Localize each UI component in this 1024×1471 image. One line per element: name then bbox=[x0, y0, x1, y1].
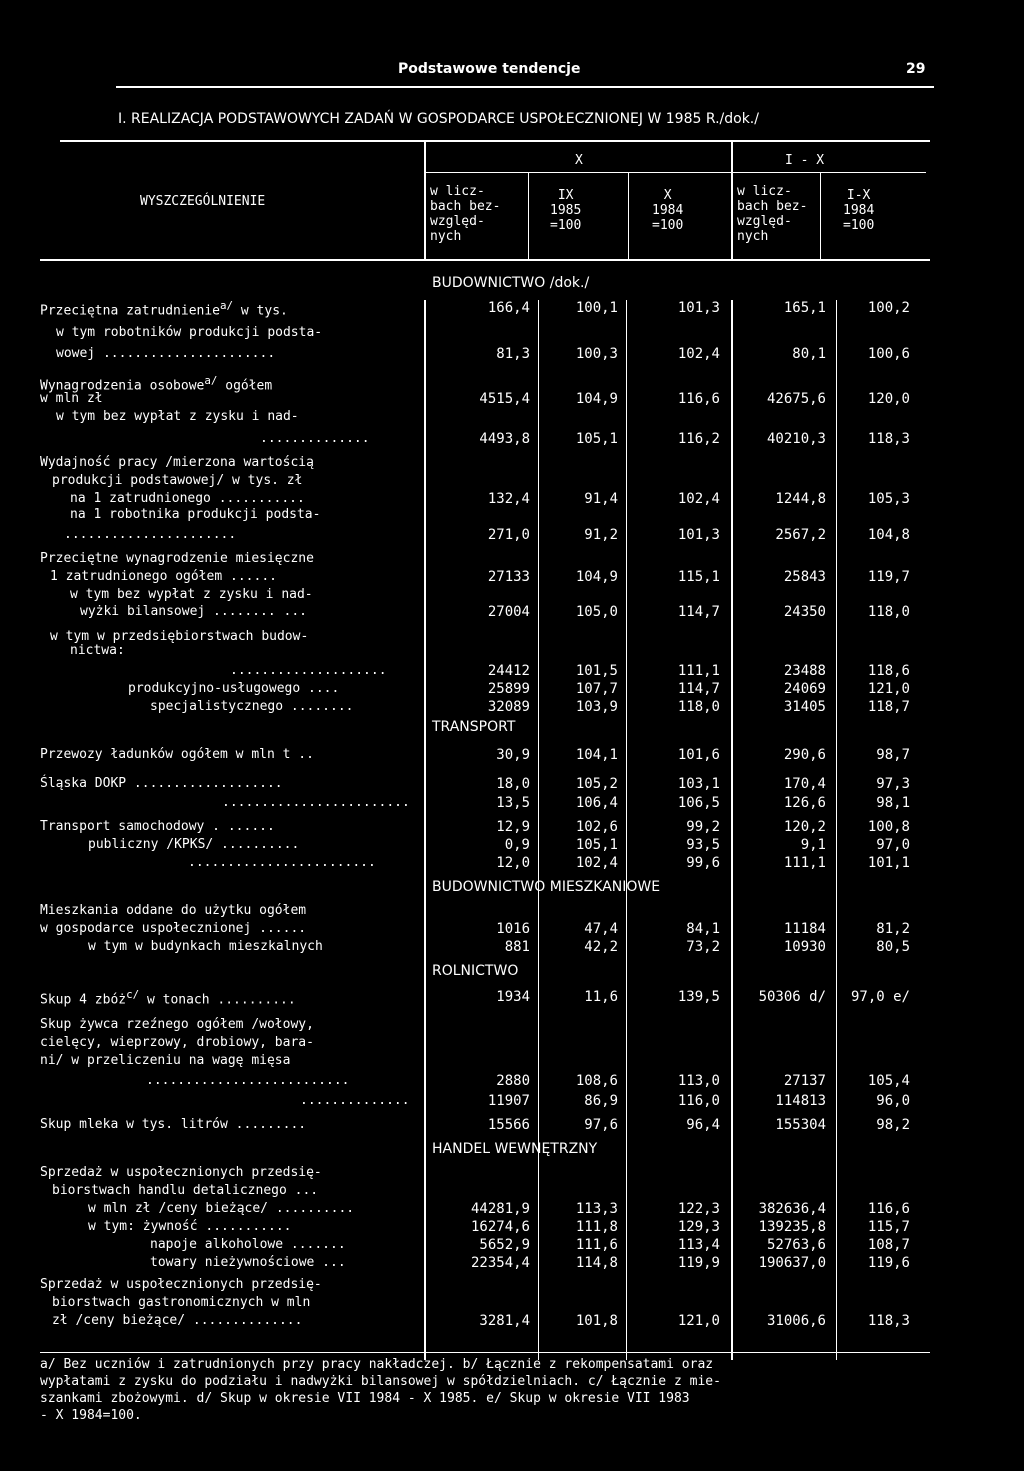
row-label: na 1 zatrudnionego ........... bbox=[70, 491, 305, 506]
table-cell: 118,3 bbox=[867, 1313, 910, 1329]
table-cell: 105,2 bbox=[575, 776, 618, 792]
table-cell: 97,0 bbox=[876, 837, 910, 853]
row-label: Mieszkania oddane do użytku ogółem bbox=[40, 903, 307, 918]
table-cell: 115,7 bbox=[867, 1219, 910, 1235]
table-cell: 80,5 bbox=[876, 939, 910, 955]
table-cell: 122,3 bbox=[677, 1201, 720, 1217]
table-cell: 105,4 bbox=[867, 1073, 910, 1089]
row-label: w tym w przedsiębiorstwach budow- bbox=[50, 629, 309, 644]
table-cell: 382636,4 bbox=[758, 1201, 826, 1217]
table-cell: 106,5 bbox=[677, 795, 720, 811]
row-label: Przeciętna zatrudnienie$^{a/}$ w tys. bbox=[40, 299, 288, 319]
table-cell: 12,0 bbox=[496, 855, 530, 871]
table-cell: 1016 bbox=[496, 921, 530, 937]
table-cell: 271,0 bbox=[487, 527, 530, 543]
table-cell: 23488 bbox=[783, 663, 826, 679]
table-cell: 170,4 bbox=[783, 776, 826, 792]
table-cell: 52763,6 bbox=[766, 1237, 826, 1253]
row-label: w tym w budynkach mieszkalnych bbox=[88, 939, 323, 954]
table-cell: 119,7 bbox=[867, 569, 910, 585]
table-cell: 11184 bbox=[783, 921, 826, 937]
table-cell: 103,9 bbox=[575, 699, 618, 715]
row-label: w tym robotników produkcji podsta- bbox=[56, 325, 323, 340]
table-cell: 47,4 bbox=[584, 921, 618, 937]
table-cell: 139235,8 bbox=[758, 1219, 826, 1235]
table-cell: 114,7 bbox=[677, 681, 720, 697]
group-underline bbox=[426, 172, 926, 173]
table-cell: 126,6 bbox=[783, 795, 826, 811]
table-cell: 100,6 bbox=[867, 346, 910, 362]
table-cell: 86,9 bbox=[584, 1093, 618, 1109]
table-cell: 40210,3 bbox=[766, 431, 826, 447]
table-cell: 115,1 bbox=[677, 569, 720, 585]
row-label: wowej ...................... bbox=[56, 346, 276, 361]
row-label: Śląska DOKP ................... bbox=[40, 776, 283, 791]
table-cell: 105,1 bbox=[575, 431, 618, 447]
row-label: .................... bbox=[230, 663, 387, 678]
row-label: Przewozy ładunków ogółem w mln t .. bbox=[40, 747, 314, 762]
col-header-abs-ix: w licz- bach bez- względ- nych bbox=[737, 184, 808, 244]
table-cell: 132,4 bbox=[487, 491, 530, 507]
table-cell: 881 bbox=[504, 939, 530, 955]
table-cell: 27004 bbox=[487, 604, 530, 620]
table-cell: 12,9 bbox=[496, 819, 530, 835]
table-cell: 104,8 bbox=[867, 527, 910, 543]
table-cell: 118,7 bbox=[867, 699, 910, 715]
table-cell: 91,4 bbox=[584, 491, 618, 507]
table-cell: 24069 bbox=[783, 681, 826, 697]
table-cell: 121,0 bbox=[677, 1313, 720, 1329]
table-cell: 101,1 bbox=[867, 855, 910, 871]
table-cell: 101,3 bbox=[677, 300, 720, 316]
row-label: Skup żywca rzeźnego ogółem /wołowy, bbox=[40, 1017, 314, 1032]
row-label: produkcyjno-usługowego .... bbox=[128, 681, 340, 696]
row-label: wyżki bilansowej ........ ... bbox=[80, 604, 307, 619]
row-label: napoje alkoholowe ....... bbox=[150, 1237, 346, 1252]
table-cell: 121,0 bbox=[867, 681, 910, 697]
col-divider-1 bbox=[528, 173, 529, 260]
table-cell: 102,4 bbox=[677, 346, 720, 362]
table-cell: 290,6 bbox=[783, 747, 826, 763]
row-label: Wynagrodzenia osobowe$^{a/}$ ogółem bbox=[40, 374, 273, 394]
row-label: na 1 robotnika produkcji podsta- bbox=[70, 507, 321, 522]
table-cell: 9,1 bbox=[800, 837, 826, 853]
table-cell: 15566 bbox=[487, 1117, 530, 1133]
row-label: Skup mleka w tys. litrów ......... bbox=[40, 1117, 307, 1132]
table-cell: 0,9 bbox=[504, 837, 530, 853]
table-cell: 165,1 bbox=[783, 300, 826, 316]
table-title: I. REALIZACJA PODSTAWOWYCH ZADAŃ W GOSPODARCE USPOŁECZNIONEJ W 1985 R./dok./ bbox=[118, 111, 759, 127]
table-cell: 93,5 bbox=[686, 837, 720, 853]
table-cell: 32089 bbox=[487, 699, 530, 715]
table-cell: 118,0 bbox=[677, 699, 720, 715]
table-cell: 118,3 bbox=[867, 431, 910, 447]
page-number: 29 bbox=[906, 61, 926, 77]
table-cell: 2880 bbox=[496, 1073, 530, 1089]
table-cell: 118,0 bbox=[867, 604, 910, 620]
row-label: w mln zł bbox=[40, 391, 103, 406]
table-cell: 42675,6 bbox=[766, 391, 826, 407]
row-label: Skup 4 zbóż$^{c/}$ w tonach .......... bbox=[40, 988, 296, 1008]
table-cell: 73,2 bbox=[686, 939, 720, 955]
table-cell: 105,0 bbox=[575, 604, 618, 620]
table-cell: 116,6 bbox=[677, 391, 720, 407]
row-label: cielęcy, wieprzowy, drobiowy, bara- bbox=[40, 1035, 314, 1050]
table-cell: 100,1 bbox=[575, 300, 618, 316]
row-label: Przeciętne wynagrodzenie miesięczne bbox=[40, 551, 314, 566]
row-label: towary nieżywnościowe ... bbox=[150, 1255, 346, 1270]
table-cell: 18,0 bbox=[496, 776, 530, 792]
section-budownictwo: BUDOWNICTWO /dok./ bbox=[432, 275, 590, 291]
table-cell: 155304 bbox=[775, 1117, 826, 1133]
row-label: w gospodarce uspołecznionej ...... bbox=[40, 921, 307, 936]
table-cell: 80,1 bbox=[792, 346, 826, 362]
table-cell: 91,2 bbox=[584, 527, 618, 543]
table-cell: 111,1 bbox=[677, 663, 720, 679]
table-cell: 1244,8 bbox=[775, 491, 826, 507]
table-cell: 98,7 bbox=[876, 747, 910, 763]
table-cell: 25899 bbox=[487, 681, 530, 697]
table-cell: 102,4 bbox=[575, 855, 618, 871]
table-cell: 102,6 bbox=[575, 819, 618, 835]
table-cell: 104,9 bbox=[575, 391, 618, 407]
table-cell: 111,6 bbox=[575, 1237, 618, 1253]
table-cell: 100,8 bbox=[867, 819, 910, 835]
table-cell: 98,2 bbox=[876, 1117, 910, 1133]
row-label: Sprzedaż w uspołecznionych przedsię- bbox=[40, 1165, 322, 1180]
group-header-x: X bbox=[575, 153, 583, 168]
table-cell: 96,4 bbox=[686, 1117, 720, 1133]
stub-divider bbox=[424, 142, 426, 260]
stub-header: WYSZCZEGÓLNIENIE bbox=[140, 194, 266, 209]
table-cell: 50306 d/ bbox=[758, 989, 826, 1005]
table-cell: 31006,6 bbox=[766, 1313, 826, 1329]
row-label: nictwa: bbox=[70, 643, 125, 658]
table-cell: 105,3 bbox=[867, 491, 910, 507]
table-cell: 116,2 bbox=[677, 431, 720, 447]
row-label: w mln zł /ceny bieżące/ .......... bbox=[88, 1201, 355, 1216]
table-cell: 27137 bbox=[783, 1073, 826, 1089]
table-cell: 25843 bbox=[783, 569, 826, 585]
header-rule bbox=[116, 86, 934, 88]
table-cell: 4515,4 bbox=[479, 391, 530, 407]
table-cell: 114,7 bbox=[677, 604, 720, 620]
table-cell: 84,1 bbox=[686, 921, 720, 937]
table-cell: 2567,2 bbox=[775, 527, 826, 543]
table-cell: 166,4 bbox=[487, 300, 530, 316]
table-cell: 107,7 bbox=[575, 681, 618, 697]
table-cell: 81,3 bbox=[496, 346, 530, 362]
table-cell: 5652,9 bbox=[479, 1237, 530, 1253]
table-cell: 106,4 bbox=[575, 795, 618, 811]
row-label: Transport samochodowy . ...... bbox=[40, 819, 275, 834]
table-cell: 100,2 bbox=[867, 300, 910, 316]
footnote-rule bbox=[40, 1352, 930, 1353]
row-label: .............. bbox=[300, 1093, 410, 1108]
table-cell: 113,3 bbox=[575, 1201, 618, 1217]
row-label: publiczny /KPKS/ .......... bbox=[88, 837, 300, 852]
table-cell: 108,6 bbox=[575, 1073, 618, 1089]
row-label: zł /ceny bieżące/ .............. bbox=[52, 1313, 303, 1328]
row-label: w tym: żywność ........... bbox=[88, 1219, 292, 1234]
running-header: Podstawowe tendencje bbox=[398, 61, 581, 77]
table-cell: 97,0 e/ bbox=[850, 989, 910, 1005]
table-cell: 114813 bbox=[775, 1093, 826, 1109]
col-header-abs-x: w licz- bach bez- względ- nych bbox=[430, 184, 501, 244]
table-cell: 113,0 bbox=[677, 1073, 720, 1089]
section-handel: HANDEL WEWNĘTRZNY bbox=[432, 1141, 598, 1157]
col-divider-2 bbox=[628, 173, 629, 260]
table-cell: 22354,4 bbox=[470, 1255, 530, 1271]
row-label: ........................ bbox=[188, 855, 376, 870]
row-label: 1 zatrudnionego ogółem ...... bbox=[50, 569, 277, 584]
table-cell: 98,1 bbox=[876, 795, 910, 811]
table-cell: 96,0 bbox=[876, 1093, 910, 1109]
table-cell: 16274,6 bbox=[470, 1219, 530, 1235]
table-cell: 120,2 bbox=[783, 819, 826, 835]
table-cell: 105,1 bbox=[575, 837, 618, 853]
table-cell: 103,1 bbox=[677, 776, 720, 792]
section-budownictwo-mieszkaniowe: BUDOWNICTWO MIESZKANIOWE bbox=[432, 879, 661, 895]
table-cell: 13,5 bbox=[496, 795, 530, 811]
col-header-x1984: X 1984 =100 bbox=[652, 188, 684, 233]
table-cell: 190637,0 bbox=[758, 1255, 826, 1271]
table-cell: 101,8 bbox=[575, 1313, 618, 1329]
row-label: specjalistycznego ........ bbox=[150, 699, 354, 714]
row-label: biorstwach handlu detalicznego ... bbox=[52, 1183, 319, 1198]
table-cell: 4493,8 bbox=[479, 431, 530, 447]
header-bottom-rule bbox=[40, 259, 930, 261]
group-divider bbox=[731, 142, 733, 260]
table-cell: 44281,9 bbox=[470, 1201, 530, 1217]
table-cell: 97,6 bbox=[584, 1117, 618, 1133]
table-cell: 114,8 bbox=[575, 1255, 618, 1271]
table-cell: 11907 bbox=[487, 1093, 530, 1109]
table-cell: 111,8 bbox=[575, 1219, 618, 1235]
table-cell: 3281,4 bbox=[479, 1313, 530, 1329]
table-cell: 11,6 bbox=[584, 989, 618, 1005]
table-cell: 81,2 bbox=[876, 921, 910, 937]
col-divider-4 bbox=[820, 173, 821, 260]
col-header-ix1985: IX 1985 =100 bbox=[550, 188, 582, 233]
table-cell: 101,5 bbox=[575, 663, 618, 679]
table-cell: 116,6 bbox=[867, 1201, 910, 1217]
row-label: produkcji podstawowej/ w tys. zł bbox=[52, 473, 303, 488]
row-label: ........................ bbox=[222, 795, 410, 810]
table-cell: 139,5 bbox=[677, 989, 720, 1005]
table-cell: 42,2 bbox=[584, 939, 618, 955]
table-cell: 99,6 bbox=[686, 855, 720, 871]
table-cell: 1934 bbox=[496, 989, 530, 1005]
table-cell: 31405 bbox=[783, 699, 826, 715]
table-cell: 120,0 bbox=[867, 391, 910, 407]
row-label: .......................... bbox=[146, 1073, 350, 1088]
table-cell: 30,9 bbox=[496, 747, 530, 763]
section-transport: TRANSPORT bbox=[432, 719, 516, 735]
section-rolnictwo: ROLNICTWO bbox=[432, 963, 519, 979]
table-cell: 108,7 bbox=[867, 1237, 910, 1253]
row-label: ...................... bbox=[64, 527, 237, 542]
table-cell: 111,1 bbox=[783, 855, 826, 871]
table-cell: 119,9 bbox=[677, 1255, 720, 1271]
table-cell: 104,9 bbox=[575, 569, 618, 585]
table-cell: 27133 bbox=[487, 569, 530, 585]
table-cell: 101,3 bbox=[677, 527, 720, 543]
table-cell: 97,3 bbox=[876, 776, 910, 792]
row-label: ni/ w przeliczeniu na wagę mięsa bbox=[40, 1053, 291, 1068]
table-cell: 116,0 bbox=[677, 1093, 720, 1109]
table-cell: 24350 bbox=[783, 604, 826, 620]
table-cell: 113,4 bbox=[677, 1237, 720, 1253]
table-cell: 104,1 bbox=[575, 747, 618, 763]
table-cell: 10930 bbox=[783, 939, 826, 955]
group-header-ix: I - X bbox=[785, 153, 825, 168]
table-cell: 118,6 bbox=[867, 663, 910, 679]
table-cell: 102,4 bbox=[677, 491, 720, 507]
row-label: biorstwach gastronomicznych w mln bbox=[52, 1295, 311, 1310]
col-header-ix1984: I-X 1984 =100 bbox=[843, 188, 875, 233]
table-cell: 129,3 bbox=[677, 1219, 720, 1235]
row-label: .............. bbox=[260, 431, 370, 446]
row-label: Wydajność pracy /mierzona wartością bbox=[40, 455, 314, 470]
row-label: w tym bez wypłat z zysku i nad- bbox=[70, 587, 313, 602]
table-cell: 100,3 bbox=[575, 346, 618, 362]
row-label: w tym bez wypłat z zysku i nad- bbox=[56, 409, 299, 424]
row-label: Sprzedaż w uspołecznionych przedsię- bbox=[40, 1277, 322, 1292]
table-cell: 24412 bbox=[487, 663, 530, 679]
table-cell: 119,6 bbox=[867, 1255, 910, 1271]
footnotes: a/ Bez uczniów i zatrudnionych przy pracy nakładczej. b/ Łącznie z rekompensatami oraz wypłatami z zysku do podziału i nadwyżki bilansowej w spółdzielniach. c/ Łącznie z mie- szankami zbożowymi. d/ Skup w okresie VII 1984 - X 1985. e/ Skup w okresie VII 1983 - X 1984=100. bbox=[40, 1357, 721, 1423]
table-top-rule bbox=[60, 140, 930, 142]
table-cell: 99,2 bbox=[686, 819, 720, 835]
table-cell: 101,6 bbox=[677, 747, 720, 763]
